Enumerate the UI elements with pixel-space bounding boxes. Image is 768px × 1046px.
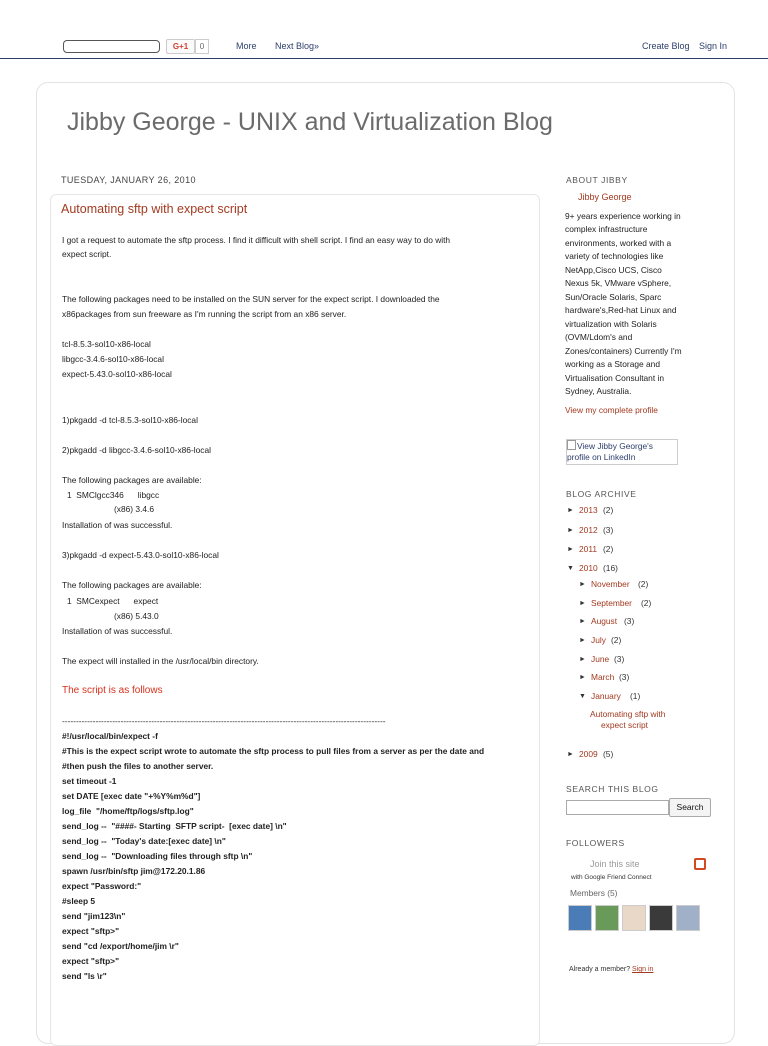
- blog-title[interactable]: Jibby George - UNIX and Virtualization Blog: [67, 108, 553, 136]
- archive-count: (3): [603, 525, 614, 535]
- archive-count: (2): [603, 505, 614, 515]
- code-line: send "ls \r": [62, 971, 107, 981]
- code-line: #sleep 5: [62, 896, 96, 906]
- post-line: The expect will installed in the /usr/local/bin directory.: [62, 656, 259, 666]
- post-line: 1)pkgadd -d tcl-8.5.3-sol10-x86-local: [62, 415, 198, 425]
- post-line: expect script.: [62, 249, 112, 259]
- post-line: 1 SMCexpect expect: [67, 596, 159, 606]
- post-line: libgcc-3.4.6-sol10-x86-local: [62, 354, 164, 364]
- expand-arrow-icon[interactable]: ►: [579, 600, 586, 607]
- bio-line: 9+ years experience working in: [565, 211, 681, 221]
- code-line: send_log -- "Today's date:[exec date] \n": [62, 836, 226, 846]
- archive-count: (3): [619, 672, 630, 682]
- bio-line: working as a Storage and: [565, 359, 660, 369]
- archive-month-june[interactable]: June: [591, 654, 610, 664]
- follower-avatar[interactable]: [676, 905, 700, 931]
- post-line: 2)pkgadd -d libgcc-3.4.6-sol10-x86-local: [62, 445, 211, 455]
- post-line: The following packages are available:: [62, 475, 202, 485]
- collapse-arrow-icon[interactable]: ▼: [579, 693, 586, 700]
- gfc-label: with Google Friend Connect: [571, 874, 652, 881]
- post-line: (x86) 3.4.6: [114, 504, 155, 514]
- blog-search-input[interactable]: [566, 800, 669, 815]
- code-line: send "cd /export/home/jim \r": [62, 941, 179, 951]
- archive-count: (2): [638, 579, 649, 589]
- archive-month-november[interactable]: November: [591, 579, 630, 589]
- navbar-search-input[interactable]: [63, 40, 160, 53]
- archive-year-2010[interactable]: 2010: [579, 563, 598, 573]
- bio-line: variety of technologies like: [565, 251, 664, 261]
- bio-line: Virtualisation Consultant in: [565, 373, 665, 383]
- script-heading: The script is as follows: [62, 685, 163, 696]
- followers-heading: FOLLOWERS: [566, 838, 625, 848]
- code-line: set DATE [exec date "+%Y%m%d"]: [62, 791, 201, 801]
- archive-post-link-cont[interactable]: expect script: [601, 720, 649, 730]
- collapse-arrow-icon[interactable]: ▼: [567, 565, 574, 572]
- bio-line: Sydney, Australia.: [565, 386, 632, 396]
- archive-year-2012[interactable]: 2012: [579, 525, 598, 535]
- expand-arrow-icon[interactable]: ►: [567, 507, 574, 514]
- archive-year-2009[interactable]: 2009: [579, 749, 598, 759]
- code-line: #This is the expect script wrote to automate the sftp process to pull files from a server as per the date and: [62, 746, 485, 756]
- already-member-label: Already a member?: [569, 966, 631, 973]
- archive-month-july[interactable]: July: [591, 635, 606, 645]
- bio-line: complex infrastructure: [565, 224, 648, 234]
- expand-arrow-icon[interactable]: ►: [579, 618, 586, 625]
- author-name-link[interactable]: Jibby George: [578, 192, 632, 202]
- already-member-text: [569, 964, 653, 975]
- post-line: The following packages need to be installed on the SUN server for the expect script. I downloaded the: [62, 294, 440, 304]
- code-line: expect "Password:": [62, 881, 142, 891]
- search-button[interactable]: Search: [669, 798, 711, 817]
- archive-count: (2): [611, 635, 622, 645]
- archive-count: (2): [603, 544, 614, 554]
- follower-avatar[interactable]: [595, 905, 619, 931]
- code-line: expect "sftp>": [62, 926, 120, 936]
- expand-arrow-icon[interactable]: ►: [579, 656, 586, 663]
- archive-count: (1): [630, 691, 641, 701]
- google-plus-count: 0: [195, 39, 209, 54]
- expand-arrow-icon[interactable]: ►: [567, 546, 574, 553]
- post-line: Installation of was successful.: [62, 626, 173, 636]
- archive-month-january[interactable]: January: [591, 691, 621, 701]
- bio-line: Zones/containers) Currently I'm: [565, 346, 682, 356]
- linkedin-alt-text: View Jibby George's profile on LinkedIn: [567, 441, 653, 462]
- bio-line: NetApp,Cisco UCS, Cisco: [565, 265, 662, 275]
- expand-arrow-icon[interactable]: ►: [567, 527, 574, 534]
- archive-count: (5): [603, 749, 614, 759]
- expand-arrow-icon[interactable]: ►: [579, 637, 586, 644]
- next-blog-link[interactable]: Next Blog»: [275, 41, 320, 51]
- archive-month-august[interactable]: August: [591, 616, 618, 626]
- gfc-icon[interactable]: [694, 858, 706, 870]
- post-line: 3)pkgadd -d expect-5.43.0-sol10-x86-local: [62, 550, 219, 560]
- separator-line: --------------------------------------------------------------------------------------------------------------------: [62, 716, 386, 726]
- code-line: send_log -- "Downloading files through sftp \n": [62, 851, 253, 861]
- about-heading: ABOUT JIBBY: [566, 175, 628, 185]
- bio-line: Nexus 5k, VMware vSphere,: [565, 278, 672, 288]
- archive-month-march[interactable]: March: [591, 672, 615, 682]
- post-title[interactable]: Automating sftp with expect script: [61, 202, 248, 216]
- code-line: #then push the files to another server.: [62, 761, 214, 771]
- google-plus-one-button[interactable]: G+1: [166, 39, 195, 54]
- bio-line: (OVM/Ldom's and: [565, 332, 633, 342]
- archive-count: (2): [641, 598, 652, 608]
- post-date-header: TUESDAY, JANUARY 26, 2010: [61, 175, 196, 185]
- archive-heading: BLOG ARCHIVE: [566, 489, 637, 499]
- linkedin-profile-image-link[interactable]: [566, 439, 678, 465]
- bio-line: hardware's,Red-hat Linux and: [565, 305, 677, 315]
- code-line: spawn /usr/bin/sftp jim@172.20.1.86: [62, 866, 206, 876]
- follower-avatar[interactable]: [649, 905, 673, 931]
- follower-avatar[interactable]: [568, 905, 592, 931]
- post-line: 1 SMClgcc346 libgcc: [67, 490, 160, 500]
- post-line: x86packages from sun freeware as I'm running the script from an x86 server.: [62, 309, 347, 319]
- expand-arrow-icon[interactable]: ►: [579, 581, 586, 588]
- post-line: The following packages are available:: [62, 580, 202, 590]
- archive-count: (3): [624, 616, 635, 626]
- navbar: [0, 0, 768, 59]
- search-heading: SEARCH THIS BLOG: [566, 784, 659, 794]
- expand-arrow-icon[interactable]: ►: [567, 751, 574, 758]
- followers-sign-in-link[interactable]: Sign in: [632, 966, 654, 973]
- archive-year-2011[interactable]: 2011: [579, 544, 598, 554]
- expand-arrow-icon[interactable]: ►: [579, 674, 586, 681]
- post-line: Installation of was successful.: [62, 520, 173, 530]
- code-line: log_file "/home/ftp/logs/sftp.log": [62, 806, 194, 816]
- bio-line: virtualization with Solaris: [565, 319, 657, 329]
- bio-line: Sun/Oracle Solaris, Sparc: [565, 292, 662, 302]
- sign-in-link[interactable]: Sign In: [699, 41, 728, 51]
- code-line: expect "sftp>": [62, 956, 120, 966]
- post-line: I got a request to automate the sftp process. I find it difficult with shell script. I find an easy way to do with: [62, 235, 451, 245]
- code-line: send "jim123\n": [62, 911, 126, 921]
- code-line: send_log -- "####- Starting SFTP script- [exec date] \n": [62, 821, 287, 831]
- create-blog-link[interactable]: Create Blog: [642, 41, 690, 51]
- broken-image-icon: [567, 440, 576, 450]
- post-line: expect-5.43.0-sol10-x86-local: [62, 369, 172, 379]
- join-site-link[interactable]: Join this site: [590, 859, 640, 869]
- code-line: #!/usr/local/bin/expect -f: [62, 731, 158, 741]
- archive-post-link[interactable]: Automating sftp with: [590, 709, 666, 719]
- code-line: set timeout -1: [62, 776, 117, 786]
- follower-avatar[interactable]: [622, 905, 646, 931]
- archive-count: (3): [614, 654, 625, 664]
- bio-line: environments, worked with a: [565, 238, 672, 248]
- post-line: (x86) 5.43.0: [114, 611, 159, 621]
- post-line: tcl-8.5.3-sol10-x86-local: [62, 339, 151, 349]
- members-count: Members (5): [570, 888, 618, 898]
- view-profile-link[interactable]: View my complete profile: [565, 405, 658, 415]
- archive-month-september[interactable]: September: [591, 598, 632, 608]
- archive-year-2013[interactable]: 2013: [579, 505, 598, 515]
- archive-count: (16): [603, 563, 618, 573]
- more-link[interactable]: More: [236, 41, 257, 51]
